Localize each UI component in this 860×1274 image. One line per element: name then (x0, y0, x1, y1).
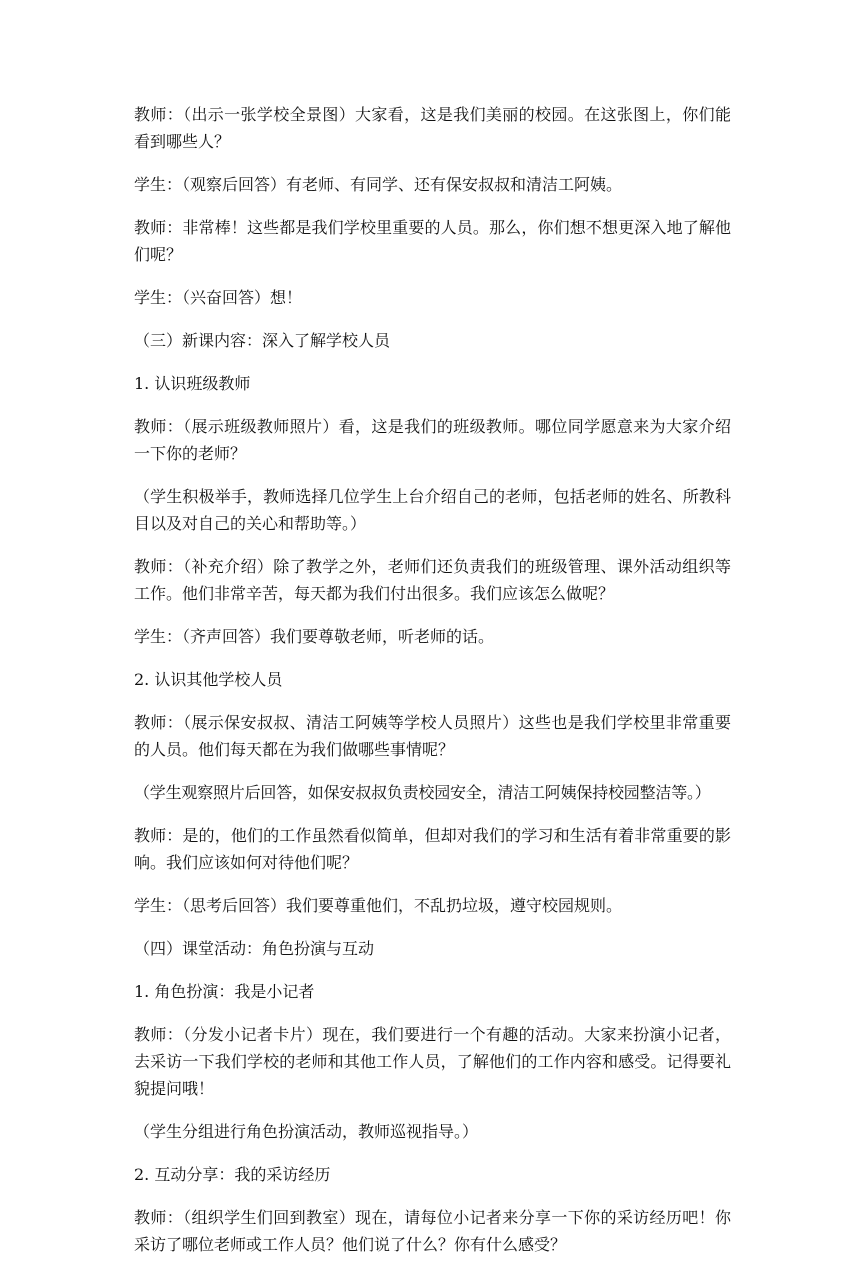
dialogue-paragraph: 教师：（补充介绍）除了教学之外，老师们还负责我们的班级管理、课外活动组织等工作。他们非常辛苦，每天都为我们付出很多。我们应该怎么做呢？ (134, 557, 731, 603)
dialogue-paragraph: 学生：（齐声回答）我们要尊敬老师，听老师的话。 (134, 627, 495, 646)
activity-note: （学生分组进行角色扮演活动，教师巡视指导。） (134, 1122, 479, 1141)
dialogue-paragraph: 教师：非常棒！这些都是我们学校里重要的人员。那么，你们想不想更深入地了解他们呢？ (134, 218, 731, 264)
dialogue-paragraph: 教师：（分发小记者卡片）现在，我们要进行一个有趣的活动。大家来扮演小记者，去采访一下我们学校的老师和其他工作人员，了解他们的工作内容和感受。记得要礼貌提问哦！ (134, 1025, 731, 1098)
dialogue-paragraph: 教师：（出示一张学校全景图）大家看，这是我们美丽的校园。在这张图上，你们能看到哪些人？ (134, 105, 731, 151)
subsection-heading: 1. 角色扮演：我是小记者 (134, 982, 315, 1001)
section-heading: （三）新课内容：深入了解学校人员 (134, 331, 391, 350)
dialogue-paragraph: 教师：（组织学生们回到教室）现在，请每位小记者来分享一下你的采访经历吧！你采访了哪位老师或工作人员？他们说了什么？你有什么感受？ (134, 1208, 731, 1254)
activity-note: （学生观察照片后回答，如保安叔叔负责校园安全，清洁工阿姨保持校园整洁等。） (134, 783, 711, 802)
subsection-heading: 2. 互动分享：我的采访经历 (134, 1165, 331, 1184)
subsection-heading: 2. 认识其他学校人员 (134, 670, 283, 689)
section-heading: （四）课堂活动：角色扮演与互动 (134, 939, 375, 958)
dialogue-paragraph: 教师：（展示班级教师照片）看，这是我们的班级教师。哪位同学愿意来为大家介绍一下你的老师？ (134, 417, 731, 463)
document-body (134, 101, 731, 1274)
activity-note: （学生积极举手，教师选择几位学生上台介绍自己的老师，包括老师的姓名、所教科目以及对自己的关心和帮助等。） (134, 487, 731, 533)
subsection-heading: 1. 认识班级教师 (134, 374, 251, 393)
dialogue-paragraph: 教师：（展示保安叔叔、清洁工阿姨等学校人员照片）这些也是我们学校里非常重要的人员。他们每天都在为我们做哪些事情呢？ (134, 713, 731, 759)
dialogue-paragraph: 学生：（兴奋回答）想！ (134, 288, 303, 307)
dialogue-paragraph: 学生：（观察后回答）有老师、有同学、还有保安叔叔和清洁工阿姨。 (134, 175, 623, 194)
dialogue-paragraph: 教师：是的，他们的工作虽然看似简单，但却对我们的学习和生活有着非常重要的影响。我们应该如何对待他们呢？ (134, 826, 731, 872)
dialogue-paragraph: 学生：（思考后回答）我们要尊重他们，不乱扔垃圾，遵守校园规则。 (134, 896, 623, 915)
